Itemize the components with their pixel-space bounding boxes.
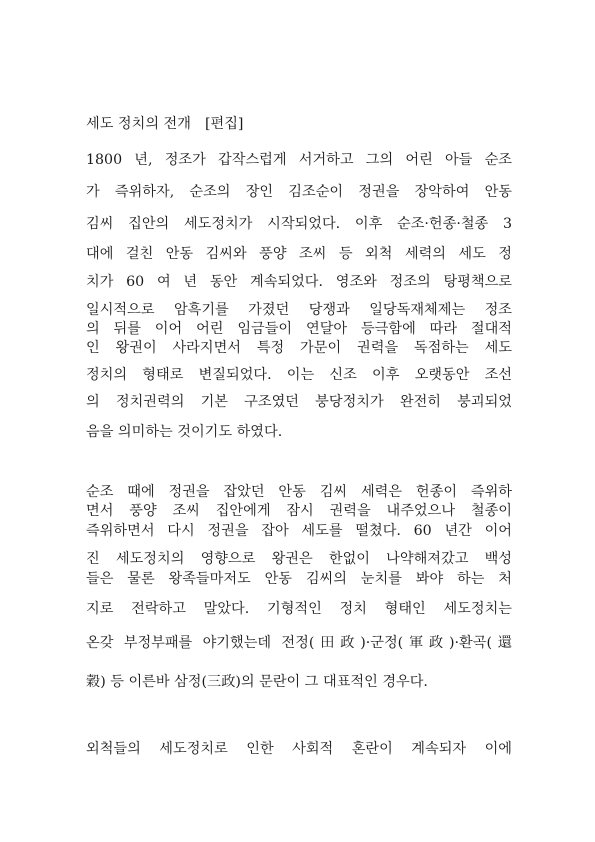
text-line: 의 뒤를 이어 어린 임금들이 연달아 등극함에 따라 절대적 xyxy=(86,321,512,337)
text-line: 외척들의 세도정치로 인한 사회적 혼란이 계속되자 이에 xyxy=(86,741,512,757)
text-line: 가 즉위하자, 순조의 장인 김조순이 정권을 장악하여 안동 xyxy=(86,184,512,200)
text-line: 일시적으로 암흑기를 가졌던 당쟁과 일당독재체제는 정조 xyxy=(86,302,512,318)
section-heading xyxy=(86,115,243,133)
text-line: 김씨 집안의 세도정치가 시작되었다. 이후 순조·헌종·철종 3 xyxy=(86,216,512,232)
text-line: 즉위하면서 다시 정권을 잡아 세도를 떨쳤다. 60 년간 이어 xyxy=(86,523,512,539)
text-line: 정치의 형태로 변질되었다. 이는 신조 이후 오랫동안 조선 xyxy=(86,367,512,383)
text-line: 들은 물론 왕족들마저도 안동 김씨의 눈치를 봐야 하는 처 xyxy=(86,571,512,587)
text-line: 1800 년, 정조가 갑작스럽게 서거하고 그의 어린 아들 순조 xyxy=(86,152,512,168)
text-line: 치가 60 여 년 동안 계속되었다. 영조와 정조의 탕평책으로 xyxy=(86,274,512,290)
text-line: 진 세도정치의 영향으로 왕권은 한없이 나약해져갔고 백성 xyxy=(86,551,512,567)
text-line: 의 정치권력의 기본 구조였던 붕당정치가 완전히 붕괴되었 xyxy=(86,394,512,410)
text-line: 인 왕권이 사라지면서 특정 가문이 권력을 독점하는 세도 xyxy=(86,340,512,356)
text-line: 대에 걸친 안동 김씨와 풍양 조씨 등 외척 세력의 세도 정 xyxy=(86,246,512,262)
text-line: 순조 때에 정권을 잡았던 안동 김씨 세력은 헌종이 즉위하 xyxy=(86,484,512,500)
text-line: 온갖 부정부패를 야기했는데 전정(田政)·군정(軍政)·환곡(還 xyxy=(86,635,512,651)
text-line: 면서 풍양 조씨 집안에게 잠시 권력을 내주었으나 철종이 xyxy=(86,503,512,519)
section-title: 세도 정치의 전개 xyxy=(86,116,191,132)
text-line: 음을 의미하는 것이기도 하였다. xyxy=(86,424,283,440)
text-line: 지로 전락하고 말았다. 기형적인 정치 형태인 세도정치는 xyxy=(86,601,512,617)
text-line: 穀) 등 이른바 삼정(三政)의 문란이 그 대표적인 경우다. xyxy=(86,674,428,690)
edit-link[interactable]: [편집] xyxy=(204,116,244,132)
